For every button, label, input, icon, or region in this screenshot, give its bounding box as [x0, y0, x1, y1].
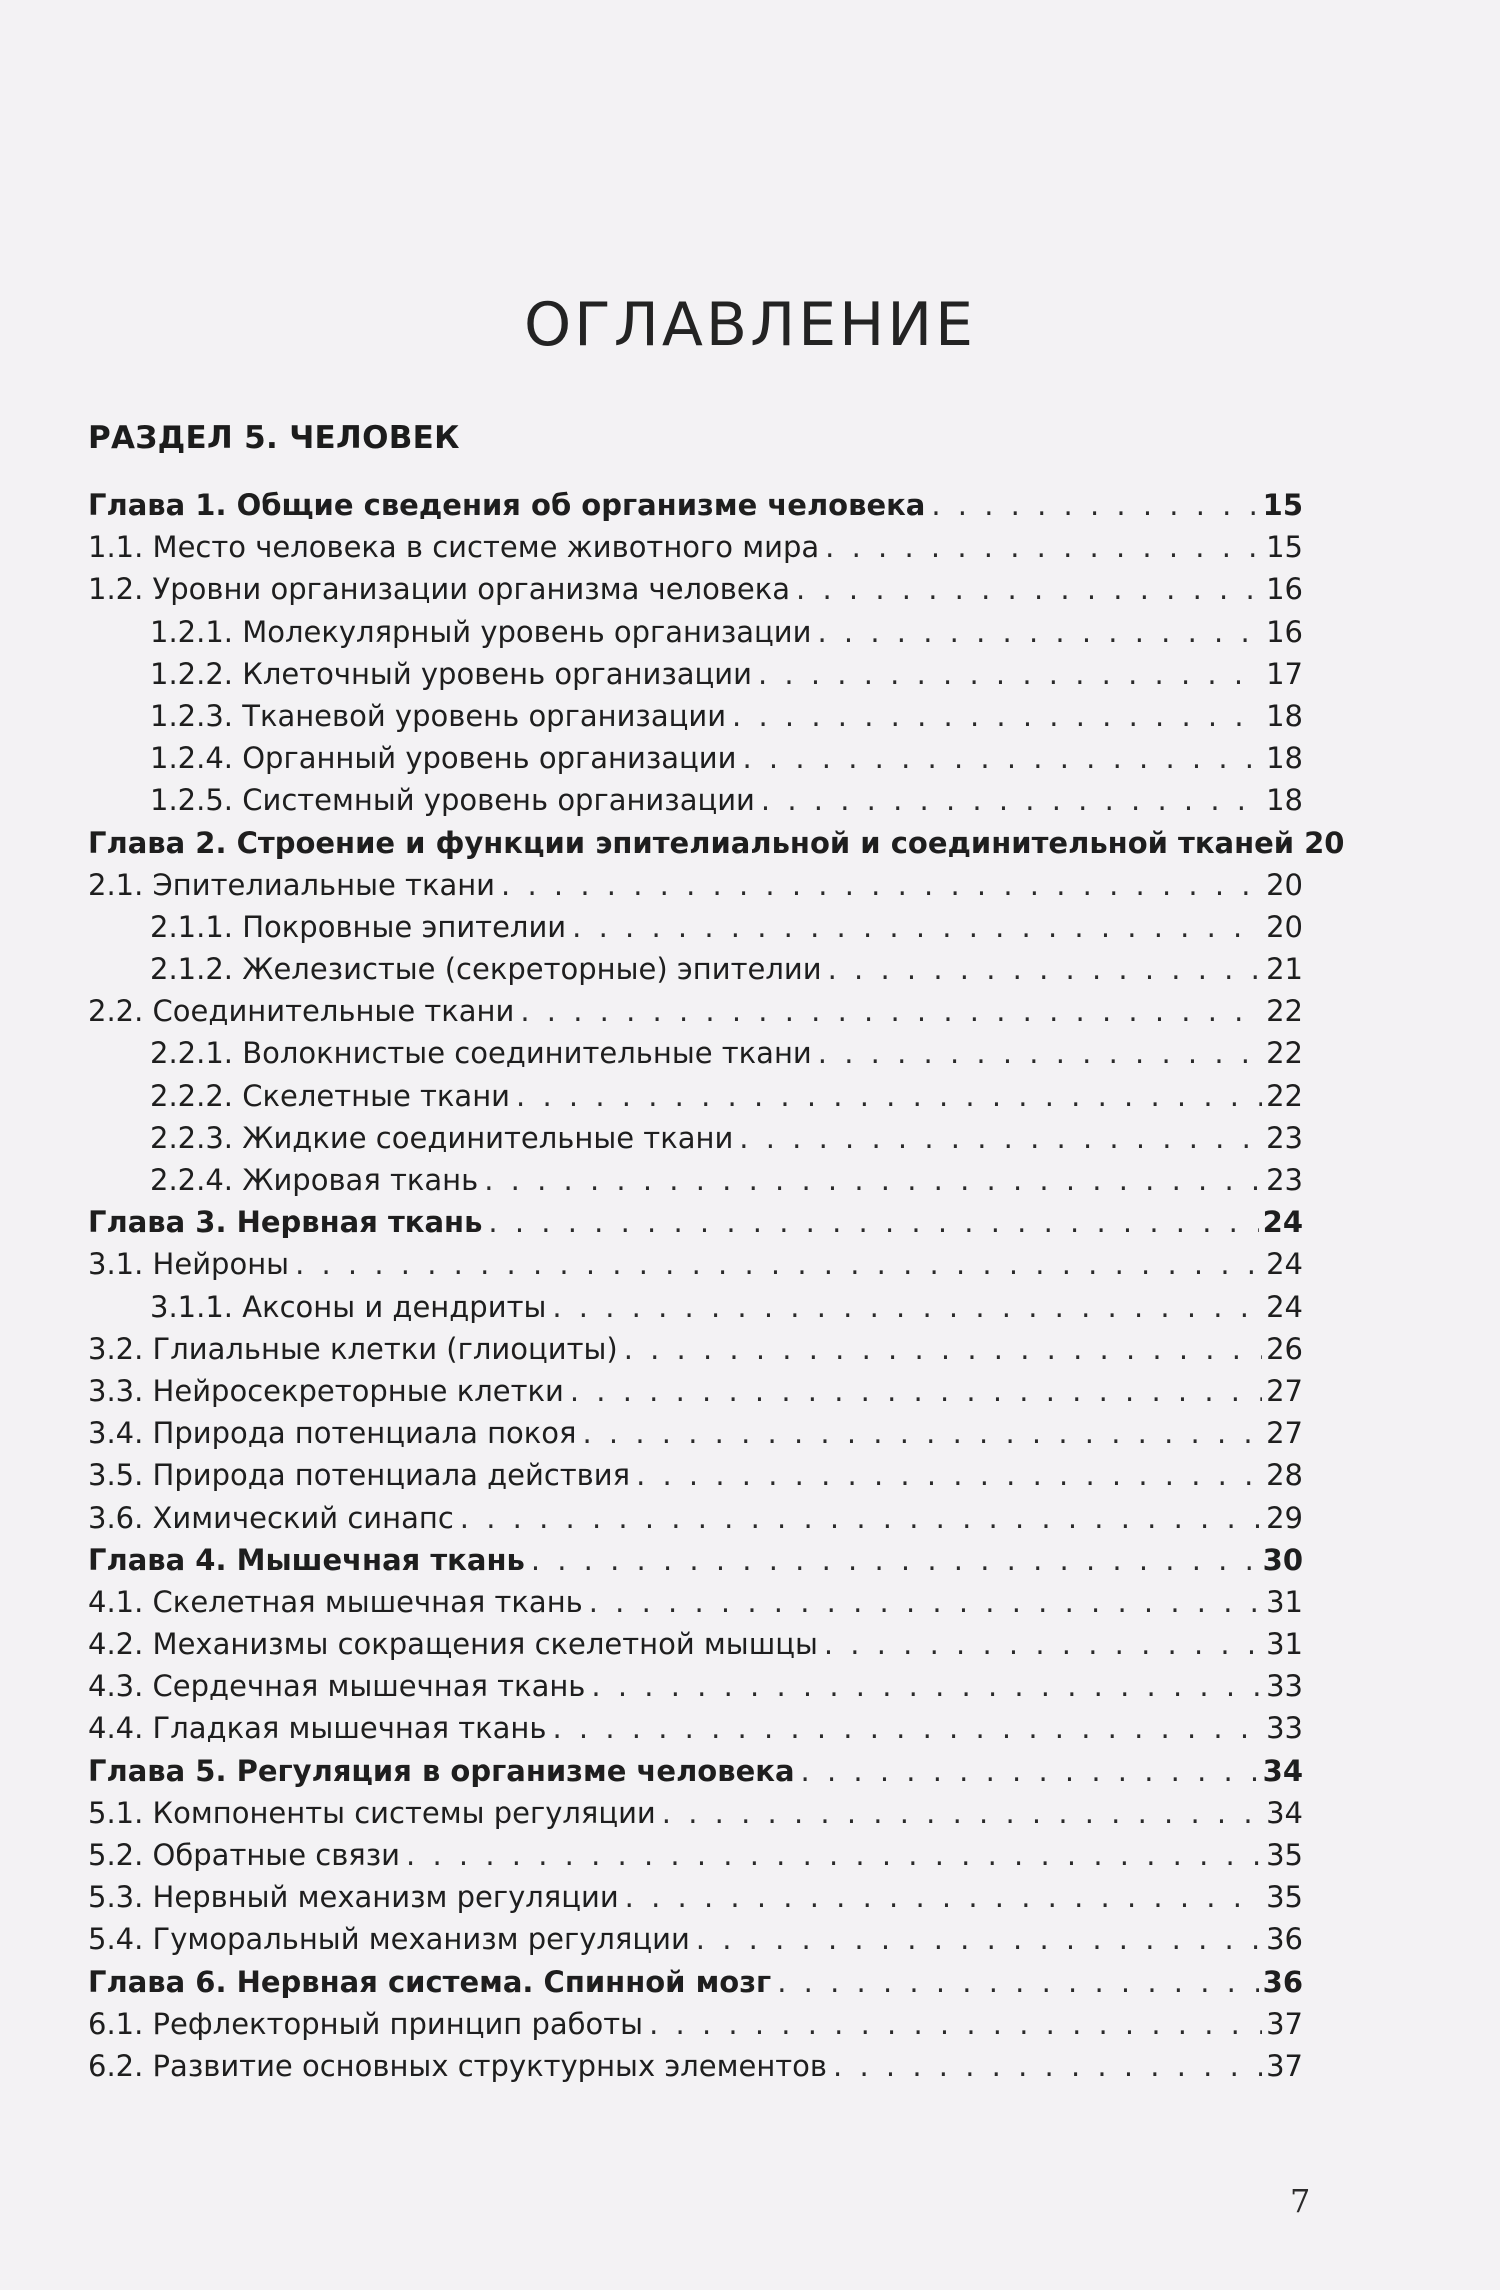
toc-chapter-entry[interactable]: [88, 822, 1345, 864]
toc-entry-page: 15: [1266, 530, 1303, 565]
toc-entry-label: Глава 4. Мышечная ткань: [88, 1542, 525, 1577]
toc-entry[interactable]: [88, 1834, 1303, 1876]
toc-entry-page: 28: [1266, 1458, 1303, 1493]
toc-entry[interactable]: [88, 906, 1303, 948]
toc-entry-label: 5.3. Нервный механизм регуляции: [88, 1880, 619, 1915]
dot-leader: [636, 1454, 1262, 1496]
toc-entry-label: 2.2.3. Жидкие соединительные ткани: [150, 1120, 734, 1155]
toc-entry-page: 22: [1266, 1036, 1303, 1071]
toc-entry[interactable]: [88, 2003, 1303, 2045]
toc-entry-label: 4.4. Гладкая мышечная ткань: [88, 1711, 547, 1746]
toc-entry-page: 20: [1266, 909, 1303, 944]
toc-entry[interactable]: [88, 737, 1303, 779]
toc-entry[interactable]: [88, 1117, 1303, 1159]
toc-entry-page: 22: [1266, 1078, 1303, 1113]
dot-leader: [531, 1539, 1259, 1581]
toc-entry-label: 1.2.5. Системный уровень организации: [150, 783, 755, 818]
toc-chapter-entry[interactable]: [88, 1539, 1303, 1581]
toc-entry-label: 1.2.4. Органный уровень организации: [150, 741, 737, 776]
toc-entry-page: 21: [1266, 952, 1303, 987]
dot-leader: [583, 1412, 1263, 1454]
toc-entry-label: 6.1. Рефлекторный принцип работы: [88, 2006, 644, 2041]
dot-leader: [520, 990, 1262, 1032]
toc-entry-label: 2.1.1. Покровные эпителии: [150, 909, 567, 944]
toc-entry[interactable]: [88, 990, 1303, 1032]
toc-entry-page: 36: [1266, 1922, 1303, 1957]
toc-entry[interactable]: [88, 1876, 1303, 1918]
toc-entry[interactable]: [88, 1918, 1303, 1960]
toc-entry[interactable]: [88, 1581, 1303, 1623]
toc-entry[interactable]: [88, 779, 1303, 821]
toc-entry[interactable]: [88, 2045, 1303, 2087]
dot-leader: [484, 1159, 1262, 1201]
toc-entry-page: 15: [1262, 488, 1303, 522]
toc-entry-page: 18: [1266, 741, 1303, 776]
toc-entry-label: 3.3. Нейросекреторные клетки: [88, 1373, 564, 1408]
toc-entry-page: 18: [1266, 698, 1303, 733]
dot-leader: [833, 2045, 1262, 2087]
toc-entry[interactable]: [88, 1370, 1303, 1412]
toc-entry-page: 24: [1262, 1205, 1303, 1240]
toc-entry-page: 24: [1266, 1247, 1303, 1282]
dot-leader: [824, 1623, 1262, 1665]
dot-leader: [624, 1328, 1262, 1370]
toc-entry-page: 29: [1266, 1500, 1303, 1535]
toc-entry-page: 24: [1266, 1289, 1303, 1324]
toc-entry[interactable]: [88, 1286, 1303, 1328]
toc-entry-page: 31: [1266, 1584, 1303, 1619]
dot-leader: [406, 1834, 1262, 1876]
toc-entry[interactable]: [88, 611, 1303, 653]
toc-entry-label: Глава 5. Регуляция в организме человека: [88, 1753, 795, 1788]
dot-leader: [552, 1286, 1262, 1328]
toc-entry[interactable]: [88, 1075, 1303, 1117]
toc-entry-label: Глава 2. Строение и функции эпителиальной и соединительной тканей: [88, 825, 1295, 860]
toc-entry-page: 18: [1266, 783, 1303, 818]
toc-chapter-entry[interactable]: [88, 484, 1303, 526]
dot-leader: [825, 526, 1262, 568]
dot-leader: [501, 864, 1262, 906]
toc-entry[interactable]: [88, 526, 1303, 568]
table-of-contents: [88, 484, 1345, 2087]
toc-entry-label: 2.2.2. Скелетные ткани: [150, 1078, 511, 1113]
toc-entry-page: 31: [1266, 1627, 1303, 1662]
dot-leader: [460, 1497, 1262, 1539]
toc-entry-label: 3.2. Глиальные клетки (глиоциты): [88, 1331, 618, 1366]
toc-entry-page: 26: [1266, 1331, 1303, 1366]
dot-leader: [295, 1243, 1262, 1285]
toc-entry-page: 20: [1266, 867, 1303, 902]
dot-leader: [625, 1876, 1262, 1918]
toc-entry-label: 2.1.2. Железистые (секреторные) эпителии: [150, 952, 822, 987]
toc-entry[interactable]: [88, 1454, 1303, 1496]
dot-leader: [696, 1918, 1262, 1960]
toc-entry[interactable]: [88, 1032, 1303, 1074]
toc-entry-label: 1.1. Место человека в системе животного мира: [88, 530, 820, 565]
toc-entry[interactable]: [88, 568, 1303, 610]
toc-entry-label: 2.2.4. Жировая ткань: [150, 1163, 479, 1197]
toc-entry-page: 30: [1262, 1542, 1303, 1577]
toc-entry-label: 3.4. Природа потенциала покоя: [88, 1416, 577, 1451]
dot-leader: [739, 1117, 1262, 1159]
dot-leader: [591, 1665, 1262, 1707]
toc-entry-page: 23: [1266, 1120, 1303, 1155]
toc-entry-page: 22: [1266, 994, 1303, 1029]
dot-leader: [817, 611, 1262, 653]
toc-entry-label: 3.6. Химический синапс: [88, 1500, 454, 1535]
dot-leader: [818, 1032, 1262, 1074]
toc-entry[interactable]: [88, 1328, 1303, 1370]
toc-entry-label: 4.2. Механизмы сокращения скелетной мышцы: [88, 1627, 818, 1662]
dot-leader: [801, 1750, 1259, 1792]
toc-entry-page: 37: [1266, 2048, 1303, 2083]
toc-entry-page: 33: [1266, 1711, 1303, 1746]
toc-entry[interactable]: [88, 1159, 1303, 1201]
dot-leader: [761, 779, 1262, 821]
dot-leader: [662, 1792, 1262, 1834]
dot-leader: [777, 1961, 1258, 2003]
toc-entry-label: 3.5. Природа потенциала действия: [88, 1458, 631, 1493]
toc-entry[interactable]: [88, 948, 1303, 990]
section-heading: РАЗДЕЛ 5. ЧЕЛОВЕК: [88, 420, 460, 456]
toc-entry-label: 5.4. Гуморальный механизм регуляции: [88, 1922, 690, 1957]
toc-entry-page: 33: [1266, 1669, 1303, 1704]
toc-entry-label: Глава 3. Нервная ткань: [88, 1205, 483, 1240]
dot-leader: [570, 1370, 1262, 1412]
toc-entry[interactable]: [88, 695, 1303, 737]
toc-entry[interactable]: [88, 864, 1303, 906]
toc-entry-label: Глава 1. Общие сведения об организме человека: [88, 488, 926, 522]
toc-entry-label: Глава 6. Нервная система. Спинной мозг: [88, 1964, 772, 1999]
page-number: 7: [1290, 2182, 1311, 2220]
toc-entry-page: 35: [1266, 1880, 1303, 1915]
dot-leader: [589, 1581, 1262, 1623]
toc-entry-label: 1.2.2. Клеточный уровень организации: [150, 656, 752, 691]
toc-entry[interactable]: [88, 1707, 1303, 1749]
toc-entry-label: 3.1.1. Аксоны и дендриты: [150, 1289, 547, 1324]
toc-entry[interactable]: [88, 653, 1303, 695]
toc-entry-label: 1.2.1. Молекулярный уровень организации: [150, 614, 812, 649]
toc-entry-label: 3.1. Нейроны: [88, 1247, 290, 1282]
toc-entry-label: 1.2. Уровни организации организма человека: [88, 572, 791, 607]
toc-entry-label: 2.1. Эпителиальные ткани: [88, 867, 496, 902]
toc-entry-page: 27: [1266, 1373, 1303, 1408]
dot-leader: [572, 906, 1262, 948]
toc-entry[interactable]: [88, 1243, 1303, 1285]
toc-chapter-entry[interactable]: [88, 1961, 1303, 2003]
toc-chapter-entry[interactable]: [88, 1201, 1303, 1243]
toc-entry[interactable]: [88, 1497, 1303, 1539]
dot-leader: [649, 2003, 1262, 2045]
dot-leader: [742, 737, 1262, 779]
dot-leader: [516, 1075, 1262, 1117]
toc-entry-page: 37: [1266, 2006, 1303, 2041]
toc-entry-label: 4.1. Скелетная мышечная ткань: [88, 1584, 583, 1619]
toc-entry-label: 5.1. Компоненты системы регуляции: [88, 1795, 656, 1830]
toc-entry-page: 17: [1266, 656, 1303, 691]
dot-leader: [796, 568, 1262, 610]
toc-entry-page: 34: [1266, 1795, 1303, 1830]
toc-entry[interactable]: [88, 1623, 1303, 1665]
toc-entry[interactable]: [88, 1412, 1303, 1454]
toc-entry[interactable]: [88, 1792, 1303, 1834]
dot-leader: [552, 1707, 1262, 1749]
toc-entry-label: 6.2. Развитие основных структурных элементов: [88, 2048, 828, 2083]
dot-leader: [758, 653, 1262, 695]
dot-leader: [488, 1201, 1258, 1243]
toc-entry-page: 35: [1266, 1838, 1303, 1872]
toc-entry-label: 1.2.3. Тканевой уровень организации: [150, 698, 727, 733]
page-title: ОГЛАВЛЕНИЕ: [523, 290, 977, 360]
dot-leader: [931, 484, 1258, 526]
toc-entry-page: 16: [1266, 614, 1303, 649]
toc-entry-label: 2.2.1. Волокнистые соединительные ткани: [150, 1036, 812, 1071]
dot-leader: [732, 695, 1262, 737]
toc-entry-page: 36: [1262, 1964, 1303, 1999]
toc-entry-page: 16: [1266, 572, 1303, 607]
toc-entry[interactable]: [88, 1665, 1303, 1707]
toc-entry-label: 5.2. Обратные связи: [88, 1838, 401, 1872]
dot-leader: [828, 948, 1263, 990]
toc-chapter-entry[interactable]: [88, 1750, 1303, 1792]
toc-entry-page: 20: [1304, 825, 1345, 860]
toc-entry-page: 27: [1266, 1416, 1303, 1451]
toc-entry-page: 23: [1266, 1163, 1303, 1197]
toc-entry-page: 34: [1262, 1753, 1303, 1788]
toc-entry-label: 2.2. Соединительные ткани: [88, 994, 515, 1029]
toc-entry-label: 4.3. Сердечная мышечная ткань: [88, 1669, 586, 1704]
